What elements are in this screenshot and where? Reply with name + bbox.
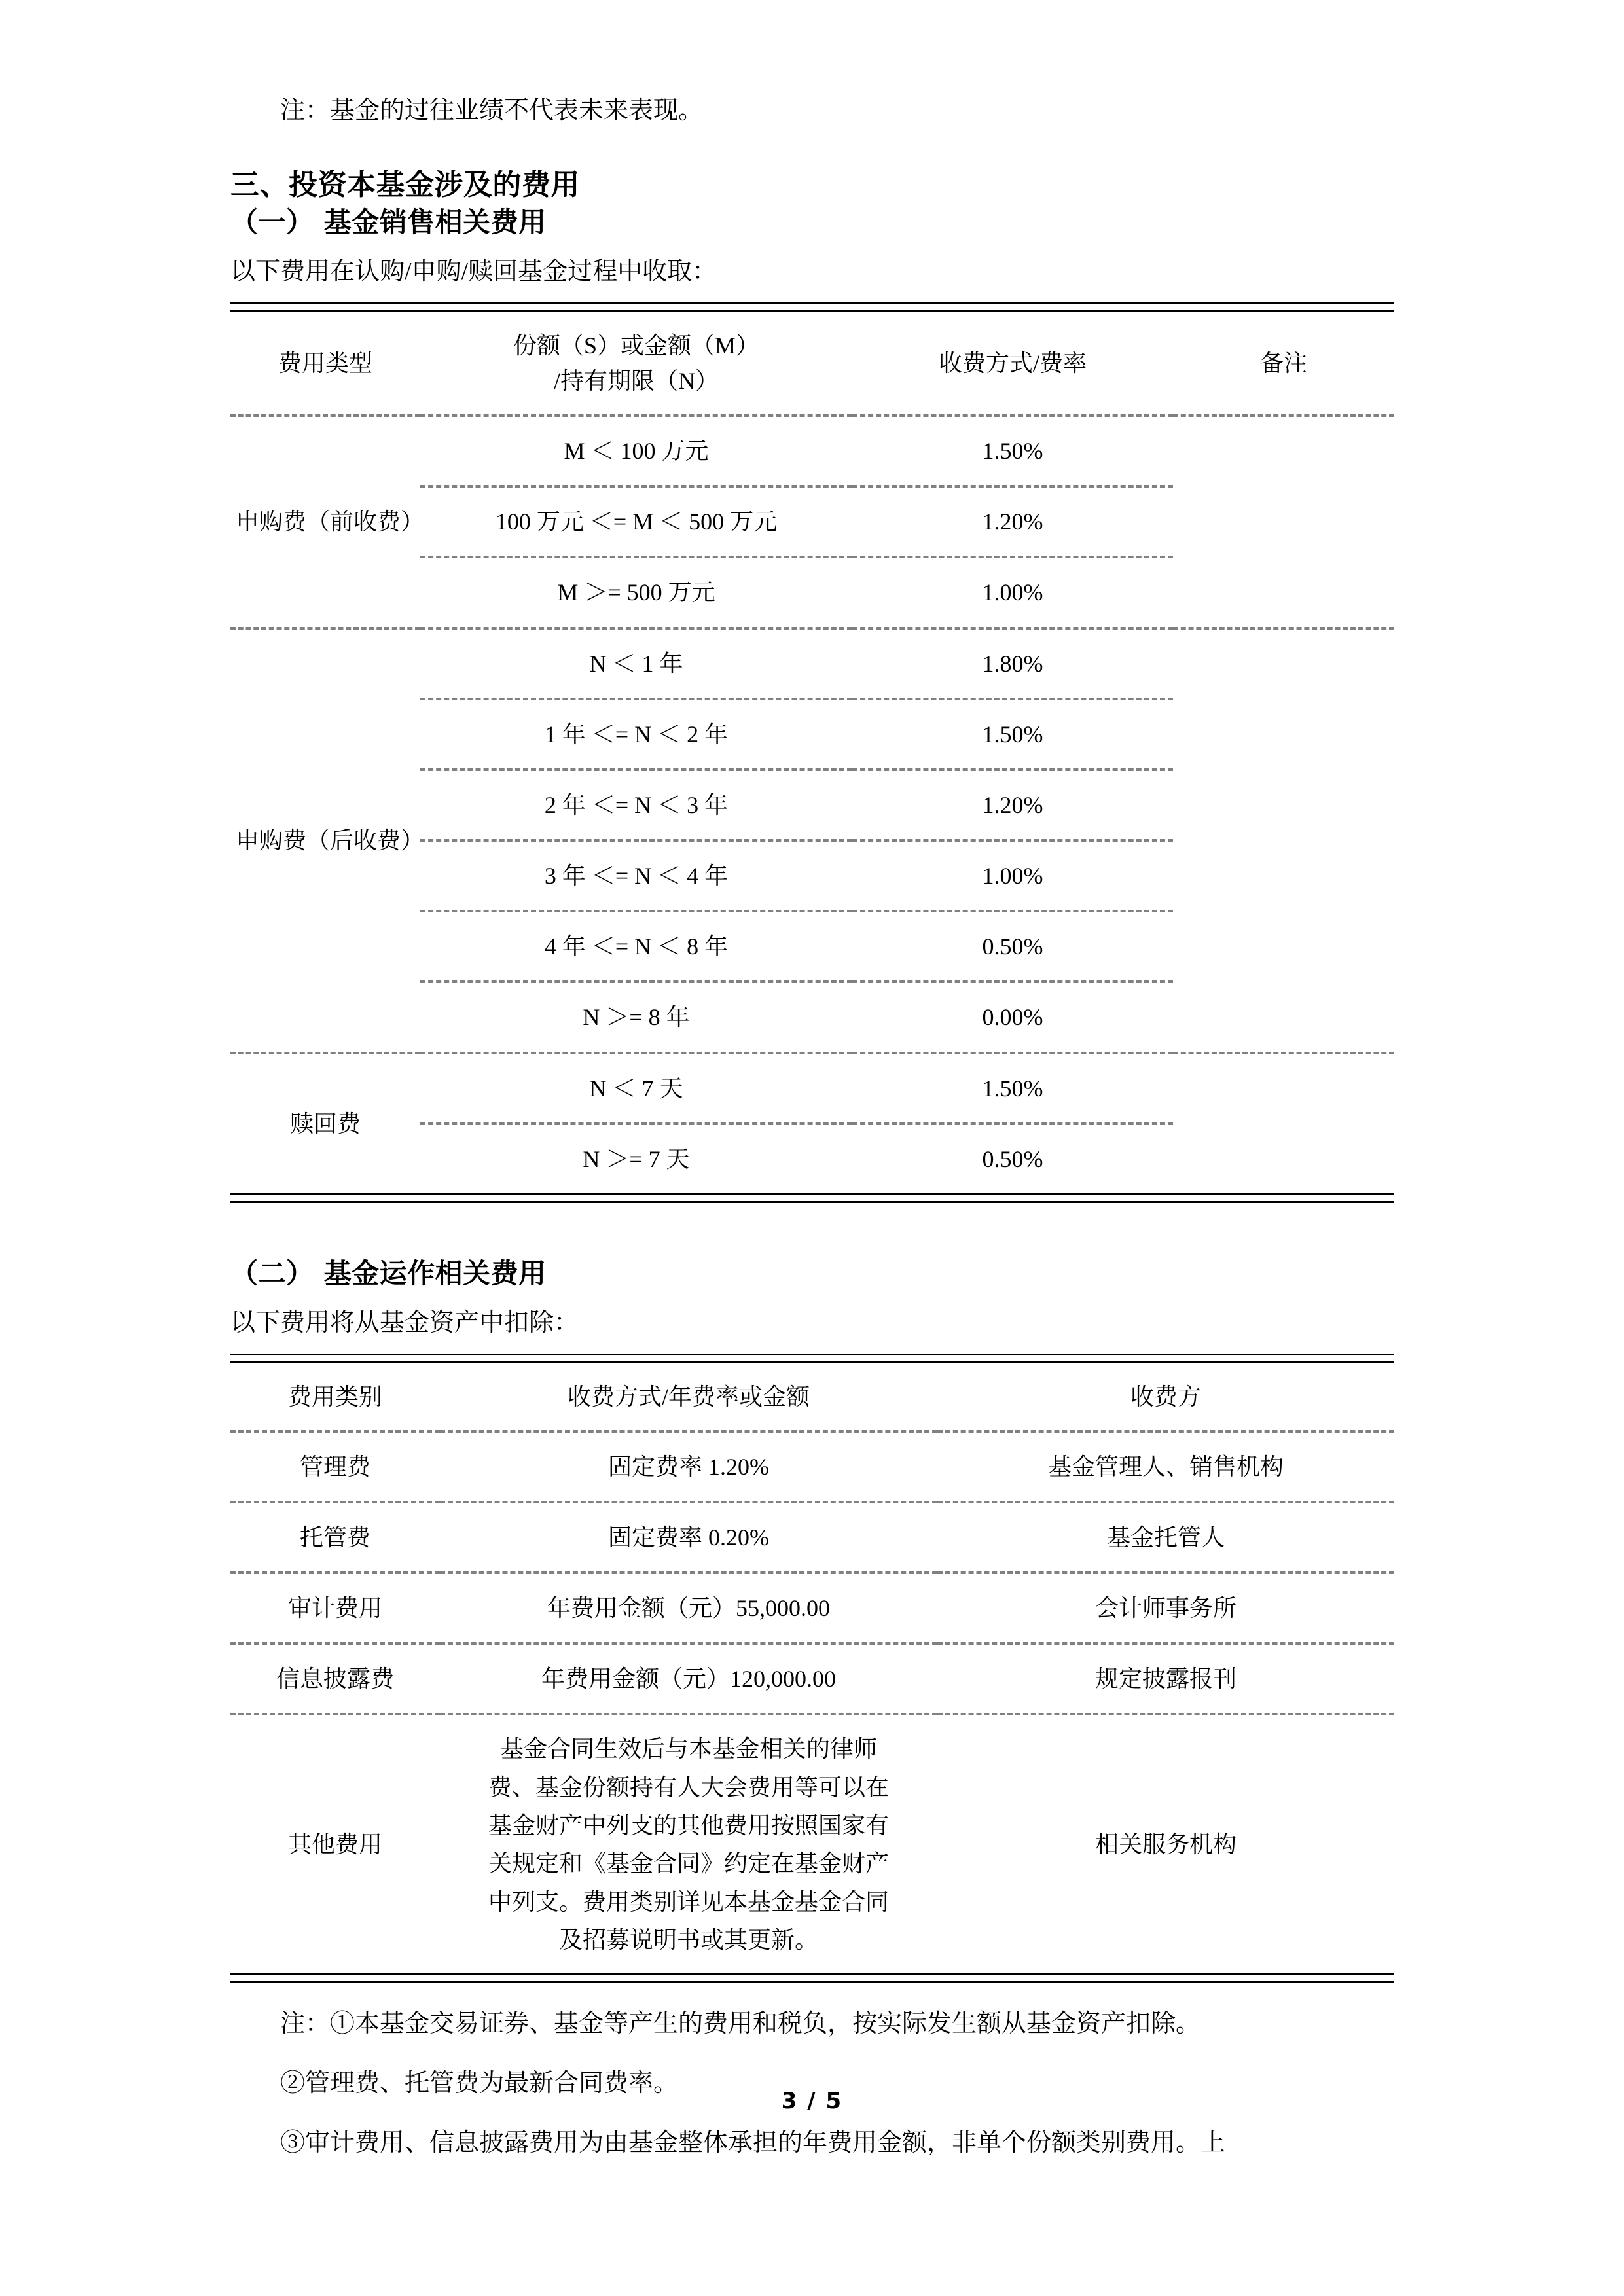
fee-category-cell: 管理费 [299,1453,370,1480]
table-bottom-border [230,1194,1394,1202]
column-header-remark: 备注 [1259,350,1307,376]
condition-cell: M ＜ 100 万元 [564,437,709,464]
column-header-method: 收费方式/年费率或金额 [567,1383,810,1410]
rate-cell: 1.20% [982,509,1043,535]
subsection-heading-sales-fees: （一） 基金销售相关费用 [230,206,547,239]
condition-cell: 3 年 ＜= N ＜ 4 年 [544,863,729,889]
fee-category-cell: 信息披露费 [276,1666,394,1693]
condition-cell: N ＞= 7 天 [583,1145,690,1172]
column-header-fee-type: 费用类型 [278,350,372,376]
table-row [230,1503,1394,1573]
condition-cell: 1 年 ＜= N ＜ 2 年 [544,721,729,747]
sales-fees-table [230,302,1394,1203]
fee-method-cell: 年费用金额（元）55,000.00 [547,1595,830,1622]
table-row [230,417,1394,486]
table-row [230,1574,1394,1643]
fee-type-label: 申购费（前收费） [236,509,425,535]
past-performance-note: 注：基金的过往业绩不代表未来表现。 [280,97,704,124]
fee-category-cell: 其他费用 [287,1831,382,1858]
sales-fees-lead: 以下费用在认购/申购/赎回基金过程中收取： [230,257,717,285]
fee-method-cell: 年费用金额（元）120,000.00 [541,1666,836,1693]
footnote-2: ②管理费、托管费为最新合同费率。 [280,2070,679,2098]
fee-type-label: 申购费（后收费） [236,827,425,853]
condition-cell: 2 年 ＜= N ＜ 3 年 [544,791,729,818]
condition-cell: N ＜ 7 天 [589,1075,683,1102]
rate-cell: 1.00% [982,579,1043,606]
rate-cell: 1.50% [982,1075,1043,1102]
rate-cell: 1.20% [982,791,1043,818]
table-row [230,630,1394,699]
footnote-3: ③审计费用、信息披露费用为由基金整体承担的年费用金额，非单个份额类别费用。上 [280,2129,1226,2157]
table-row [230,1715,1394,1974]
table-header-row [230,311,1394,416]
fee-category-cell: 审计费用 [287,1595,382,1622]
condition-cell: 4 年 ＜= N ＜ 8 年 [544,933,729,960]
fee-method-cell: 基金合同生效后与本基金相关的律师费、基金份额持有人大会费用等可以在基金财产中列支的其他费用按照国家有关规定和《基金合同》约定在基金财产中列支。费用类别详见本基金基金合同及招募说明书或其更新。 [488,1736,889,1954]
page-content [230,0,1394,2162]
column-header-fee-category: 费用类别 [287,1383,382,1410]
column-header-amount [420,311,852,416]
fee-payee-cell: 基金管理人、销售机构 [1047,1453,1284,1480]
operation-fees-lead: 以下费用将从基金资产中扣除： [230,1308,579,1336]
fee-payee-cell: 规定披露报刊 [1094,1666,1236,1693]
table-row [230,1645,1394,1714]
subsection-heading-operation-fees: （二） 基金运作相关费用 [230,1257,547,1290]
fee-payee-cell: 会计师事务所 [1094,1595,1236,1622]
rate-cell: 1.80% [982,650,1043,677]
fee-payee-cell: 相关服务机构 [1094,1831,1236,1858]
fee-method-cell: 固定费率 1.20% [608,1453,769,1480]
operation-fees-table [230,1354,1394,1984]
rate-cell: 0.00% [982,1004,1043,1031]
fee-category-cell: 托管费 [299,1524,370,1551]
condition-cell: M ＞= 500 万元 [557,579,715,606]
rate-cell: 1.50% [982,437,1043,464]
fee-method-cell: 固定费率 0.20% [608,1524,769,1551]
table-header-row [230,1362,1394,1431]
rate-cell: 1.00% [982,863,1043,889]
table-top-border [230,1354,1394,1362]
condition-cell: 100 万元 ＜= M ＜ 500 万元 [495,509,778,535]
condition-cell: N ＜ 1 年 [589,650,683,677]
rate-cell: 1.50% [982,721,1043,747]
column-header-amount-line2: /持有期限（N） [553,367,719,394]
column-header-amount-line1: 份额（S）或金额（M） [513,332,760,359]
fee-type-label: 赎回费 [289,1110,361,1137]
column-header-payee: 收费方 [1130,1383,1201,1410]
table-row [230,1054,1394,1124]
fee-payee-cell: 基金托管人 [1106,1524,1225,1551]
rate-cell: 0.50% [982,933,1043,960]
table-bottom-border [230,1975,1394,1982]
table-row [230,1433,1394,1502]
remark-cell [1173,1054,1394,1194]
remark-cell [1173,417,1394,628]
column-header-rate: 收费方式/费率 [938,350,1087,376]
section-heading-three: 三、投资本基金涉及的费用 [230,168,580,202]
table-top-border [230,303,1394,311]
page-number: 3 / 5 [781,2088,843,2114]
remark-cell [1173,630,1394,1053]
footnote-1: 注：①本基金交易证券、基金等产生的费用和税负，按实际发生额从基金资产扣除。 [280,2010,1201,2038]
condition-cell: N ＞= 8 年 [583,1004,690,1031]
rate-cell: 0.50% [982,1145,1043,1172]
